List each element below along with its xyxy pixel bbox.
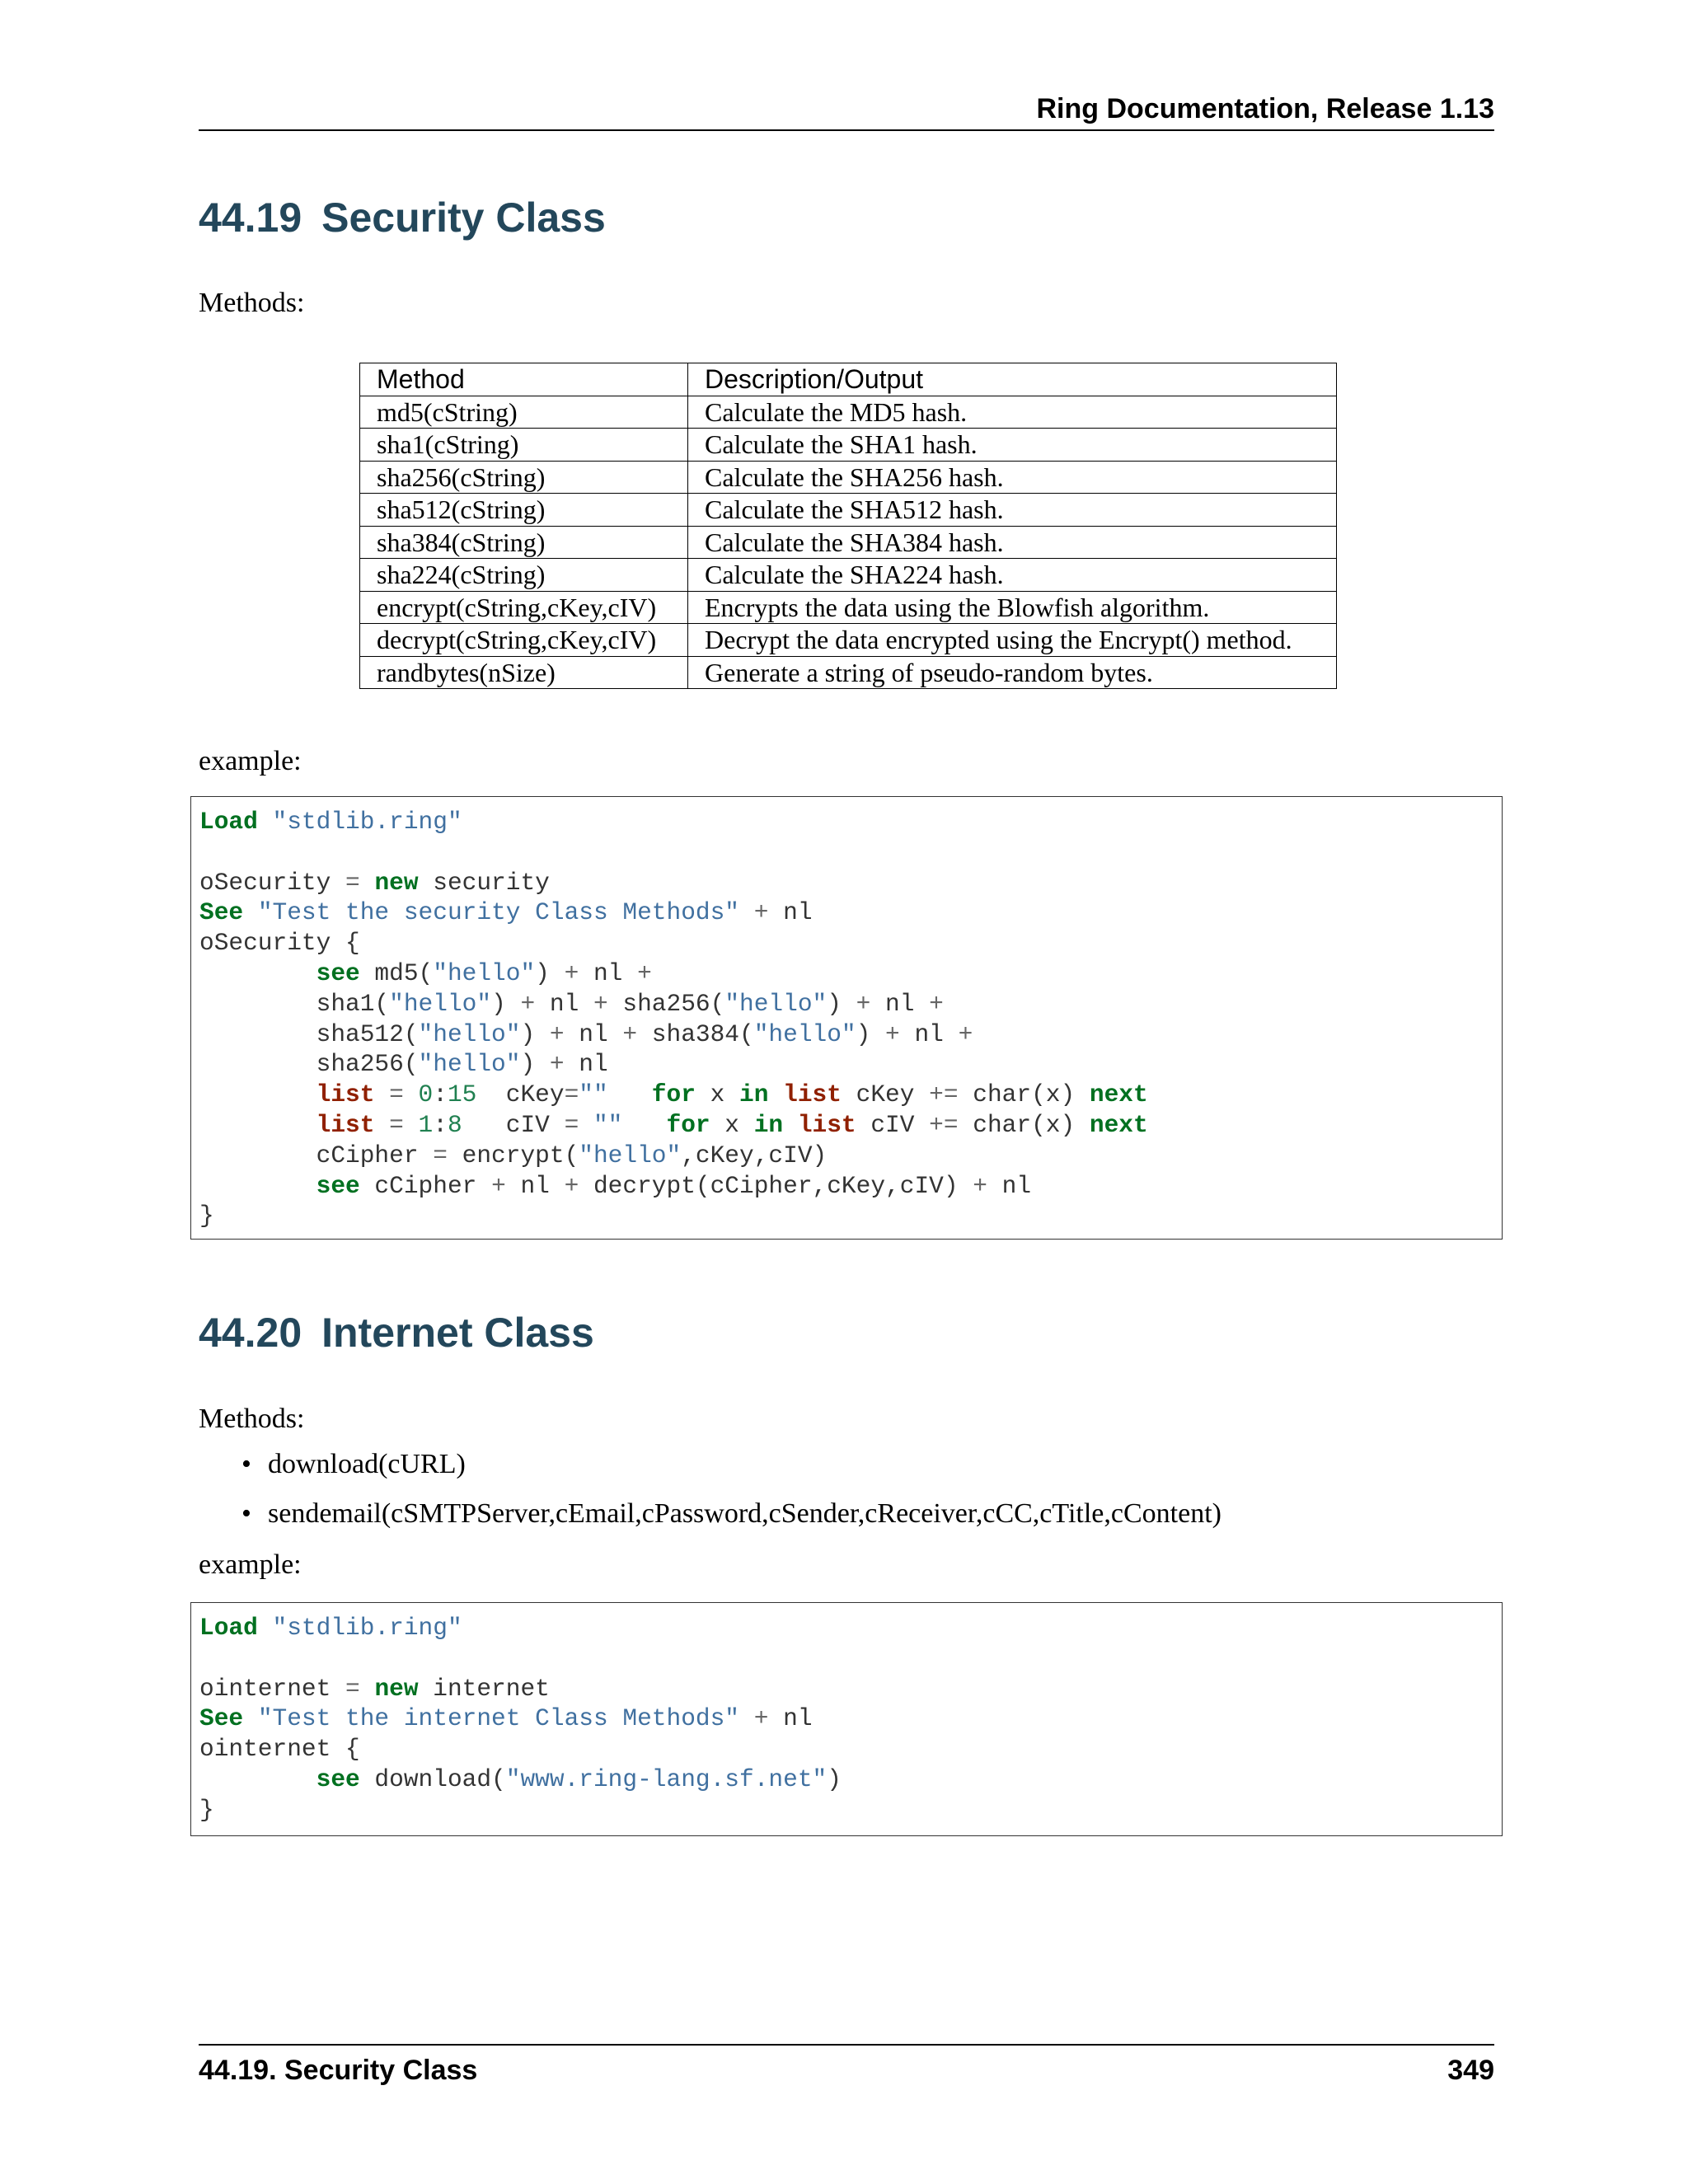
code-token (404, 1080, 419, 1108)
code-token: + (491, 1171, 506, 1200)
code-token (199, 1111, 316, 1139)
code-token: md5( (359, 958, 434, 987)
code-token (404, 1111, 419, 1139)
description-cell: Decrypt the data encrypted using the Encrypt() method. (688, 624, 1337, 657)
code-token: download( (359, 1765, 506, 1793)
code-token: cIV (856, 1110, 930, 1139)
code-token: see (316, 1171, 360, 1200)
code-token: nl (535, 989, 593, 1018)
code-token: ) (856, 1019, 886, 1048)
table-row (360, 656, 1337, 689)
code-line (199, 869, 550, 897)
code-token: "hello" (389, 989, 492, 1018)
code-token: "hello" (579, 1141, 682, 1169)
table-row (360, 624, 1337, 657)
description-cell: Calculate the SHA224 hash. (688, 559, 1337, 592)
code-token: += (929, 1110, 959, 1139)
code-token: sha384( (637, 1019, 754, 1048)
code-token (243, 1704, 258, 1732)
code-token: cCipher (359, 1171, 492, 1200)
code-token: = (389, 1080, 404, 1109)
code-token: + (549, 1019, 565, 1048)
description-cell: Encrypts the data using the Blowfish algorithm. (688, 591, 1337, 624)
code-token: } (199, 1795, 214, 1824)
code-line (199, 959, 652, 987)
code-token: 0 (418, 1080, 434, 1109)
method-cell: decrypt(cString,cKey,cIV) (360, 624, 688, 657)
running-header: Ring Documentation, Release 1.13 (1036, 93, 1494, 124)
code-token: internet (418, 1674, 550, 1703)
code-token: nl (505, 1171, 565, 1200)
method-cell: sha512(cString) (360, 494, 688, 527)
description-cell: Calculate the MD5 hash. (688, 396, 1337, 429)
code-token: + (593, 989, 608, 1018)
code-line (199, 1704, 813, 1732)
code-listing (199, 807, 1493, 1231)
code-line (199, 808, 462, 836)
code-token: = (564, 1080, 579, 1109)
code-token: sha1( (199, 989, 390, 1018)
list-item: • download(cURL) (199, 1446, 1221, 1483)
code-token: + (958, 1019, 973, 1048)
code-token: = (389, 1110, 404, 1139)
code-token: + (973, 1171, 987, 1200)
code-line (199, 1202, 214, 1230)
code-token: encrypt( (447, 1141, 579, 1169)
code-token (360, 1675, 375, 1703)
code-token: "stdlib.ring" (272, 808, 462, 836)
method-cell: sha224(cString) (360, 559, 688, 592)
table-row (360, 559, 1337, 592)
code-token: 15 (447, 1080, 477, 1109)
list-item: • sendemail(cSMTPServer,cEmail,cPassword,cSender,cReceiver,cCC,cTitle,cContent) (199, 1496, 1221, 1532)
code-token: oSecurity { (199, 929, 360, 958)
code-token: sha512( (199, 1019, 419, 1048)
code-token (374, 1080, 389, 1108)
code-token (768, 1080, 783, 1108)
code-token: next (1089, 1080, 1148, 1109)
code-token (374, 1111, 389, 1139)
code-token: = (345, 868, 360, 897)
code-token (199, 1765, 316, 1793)
code-token: ) (827, 989, 856, 1018)
code-token: + (885, 1019, 900, 1048)
method-cell: randbytes(nSize) (360, 656, 688, 689)
methods-label: Methods: (199, 288, 305, 318)
code-token (608, 1080, 652, 1108)
table-row (360, 591, 1337, 624)
header-rule (199, 129, 1494, 131)
code-token: cIV (462, 1110, 565, 1139)
code-token: nl (564, 1050, 608, 1079)
code-token: "hello" (724, 989, 828, 1018)
code-token: new (374, 1674, 419, 1703)
code-token: += (929, 1080, 959, 1109)
code-token: + (637, 958, 652, 987)
code-token: "stdlib.ring" (272, 1614, 462, 1642)
code-token (739, 898, 754, 926)
code-token: "hello" (418, 1050, 521, 1079)
code-token: ointernet (199, 1674, 346, 1703)
code-token: new (374, 868, 419, 897)
code-token: + (520, 989, 536, 1018)
code-token: in (739, 1080, 769, 1109)
code-token: cKey (841, 1080, 930, 1109)
code-token (243, 898, 258, 926)
section-title: Security Class (321, 194, 606, 241)
code-token: ointernet { (199, 1735, 360, 1764)
example-label: example: (199, 746, 302, 776)
code-token: + (549, 1050, 565, 1079)
code-token: "www.ring-lang.sf.net" (505, 1765, 828, 1793)
code-token: list (797, 1110, 856, 1139)
code-token: ) (491, 989, 521, 1018)
code-listing (199, 1613, 1493, 1825)
code-token: See (199, 1704, 244, 1733)
code-token: + (564, 1171, 579, 1200)
code-token: ,cKey,cIV) (681, 1141, 828, 1169)
code-token: nl (987, 1171, 1032, 1200)
code-token: cCipher (199, 1141, 434, 1169)
table-header-row (360, 363, 1337, 396)
table-row (360, 494, 1337, 527)
code-line (199, 1080, 1148, 1108)
code-token: oSecurity (199, 868, 346, 897)
code-token: "" (593, 1110, 623, 1139)
description-cell: Calculate the SHA256 hash. (688, 461, 1337, 494)
code-token: sha256( (199, 1050, 419, 1079)
code-token: + (564, 958, 579, 987)
code-token (579, 1111, 593, 1139)
code-token: char(x) (958, 1110, 1090, 1139)
methods-label: Methods: (199, 1404, 305, 1434)
code-line (199, 1675, 550, 1703)
code-token: : (433, 1080, 448, 1109)
code-token: Load (199, 1614, 258, 1642)
page-number: 349 (1447, 2055, 1494, 2086)
code-token (199, 959, 316, 987)
code-line (199, 1796, 214, 1824)
code-line (199, 1141, 827, 1169)
code-token (739, 1704, 754, 1732)
code-token: see (316, 958, 360, 987)
method-cell: sha1(cString) (360, 429, 688, 462)
code-token: list (316, 1110, 375, 1139)
code-token: ) (520, 1019, 550, 1048)
code-token: + (753, 1704, 769, 1733)
code-line (199, 1614, 462, 1642)
code-token: ) (827, 1765, 842, 1793)
code-token: ) (535, 958, 565, 987)
code-token: See (199, 898, 244, 927)
code-token (360, 869, 375, 897)
code-token: = (564, 1110, 579, 1139)
description-cell: Calculate the SHA384 hash. (688, 526, 1337, 559)
code-token: 1 (418, 1110, 434, 1139)
section-heading-security (199, 191, 606, 244)
code-token: 8 (447, 1110, 462, 1139)
method-cell: sha384(cString) (360, 526, 688, 559)
code-token: : (433, 1110, 448, 1139)
code-token: nl (870, 989, 930, 1018)
code-token: "hello" (433, 958, 536, 987)
description-cell: Generate a string of pseudo-random bytes. (688, 656, 1337, 689)
code-token: ) (520, 1050, 550, 1079)
code-line (199, 898, 813, 926)
code-line (199, 929, 360, 957)
code-token: sha256( (607, 989, 725, 1018)
code-token: = (433, 1141, 448, 1169)
code-token: "hello" (418, 1019, 521, 1048)
code-token: nl (564, 1019, 623, 1048)
code-token: x (695, 1080, 740, 1109)
methods-table (359, 363, 1337, 689)
code-token: nl (768, 898, 813, 927)
method-cell: md5(cString) (360, 396, 688, 429)
code-token: + (929, 989, 944, 1018)
section-number: 44.20 (199, 1310, 302, 1356)
code-token: + (753, 898, 769, 927)
code-line (199, 1172, 1031, 1200)
code-token (199, 1080, 316, 1108)
table-row (360, 396, 1337, 429)
code-token: + (622, 1019, 638, 1048)
code-token (622, 1111, 666, 1139)
code-token (258, 1614, 273, 1642)
section-heading-internet (199, 1306, 594, 1359)
code-token: } (199, 1202, 214, 1230)
code-block-security (190, 796, 1503, 1240)
code-token: = (345, 1674, 360, 1703)
code-line (199, 990, 944, 1018)
code-token: security (418, 868, 550, 897)
description-cell: Calculate the SHA512 hash. (688, 494, 1337, 527)
code-token: for (666, 1110, 710, 1139)
footer-section: 44.19. Security Class (199, 2055, 478, 2086)
code-token: for (651, 1080, 696, 1109)
code-token: nl (579, 958, 638, 987)
code-line (199, 1050, 608, 1078)
code-token (199, 1172, 316, 1200)
section-number: 44.19 (199, 194, 302, 241)
table-row (360, 429, 1337, 462)
table-row (360, 526, 1337, 559)
code-token: char(x) (958, 1080, 1090, 1109)
section-title: Internet Class (321, 1310, 594, 1356)
code-block-internet (190, 1602, 1503, 1836)
column-header-method: Method (360, 363, 688, 396)
method-cell: sha256(cString) (360, 461, 688, 494)
code-token: Load (199, 808, 258, 836)
table-row (360, 461, 1337, 494)
code-line (199, 1111, 1148, 1139)
code-token: decrypt(cCipher,cKey,cIV) (579, 1171, 973, 1200)
code-token: + (856, 989, 871, 1018)
code-token: list (316, 1080, 375, 1109)
column-header-description: Description/Output (688, 363, 1337, 396)
code-token: "hello" (753, 1019, 856, 1048)
code-token: "" (579, 1080, 608, 1109)
code-line (199, 1020, 973, 1048)
code-token: see (316, 1765, 360, 1793)
code-token: nl (899, 1019, 959, 1048)
code-token: list (783, 1080, 842, 1109)
footer-rule (199, 2044, 1494, 2046)
method-list (199, 1446, 1221, 1545)
method-cell: encrypt(cString,cKey,cIV) (360, 591, 688, 624)
code-token: "Test the internet Class Methods" (257, 1704, 740, 1733)
code-line (199, 1765, 842, 1793)
code-line (199, 1735, 360, 1763)
code-token (258, 808, 273, 836)
code-token: cKey (476, 1080, 565, 1109)
code-token: nl (768, 1704, 813, 1733)
code-token: next (1089, 1110, 1148, 1139)
example-label: example: (199, 1549, 302, 1580)
code-token (783, 1111, 798, 1139)
code-token: "Test the security Class Methods" (257, 898, 740, 927)
description-cell: Calculate the SHA1 hash. (688, 429, 1337, 462)
code-token: in (753, 1110, 784, 1139)
code-token: x (710, 1110, 754, 1139)
